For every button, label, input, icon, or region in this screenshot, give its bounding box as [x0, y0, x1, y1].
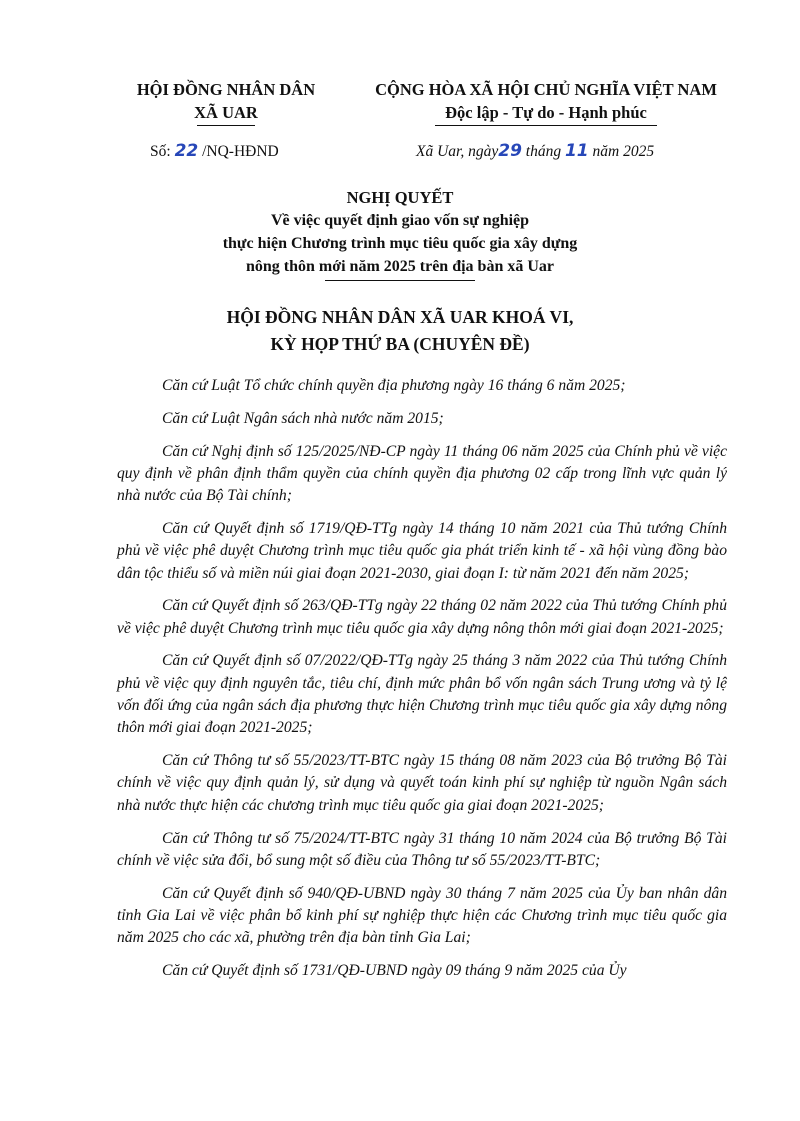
title-line-2: thực hiện Chương trình mục tiêu quốc gia xây dựng [222, 235, 578, 252]
preamble-paragraph: Căn cứ Nghị định số 125/2025/NĐ-CP ngày 11 tháng 06 năm 2025 của Chính phủ về việc quy định về phân định thẩm quyền của chính quyền địa phương 02 cấp trong lĩnh vực quản lý nhà nước của Bộ Tài chính; [117, 442, 727, 505]
document-date [416, 141, 654, 161]
preamble-paragraph: Căn cứ Luật Ngân sách nhà nước năm 2015; [162, 409, 444, 427]
council-heading [150, 304, 650, 358]
title-line-1: Về việc quyết định giao vốn sự nghiệp [270, 212, 530, 229]
title-underline [325, 280, 475, 281]
national-header [356, 78, 736, 126]
preamble-paragraph: Căn cứ Thông tư số 55/2023/TT-BTC ngày 15 tháng 08 năm 2023 của Bộ trưởng Bộ Tài chính về việc quy định quản lý, sử dụng và quyết toán kinh phí sự nghiệp từ nguồn Ngân sách nhà nước thực hiện các chương trình mục tiêu quốc gia giai đoạn 2021-2025; [117, 752, 727, 814]
preamble-paragraph: Căn cứ Quyết định số 1731/QĐ-UBND ngày 09 tháng 9 năm 2025 của Ủy [162, 962, 627, 980]
date-day-handwritten: 29 [498, 141, 522, 161]
date-month-label: tháng [521, 143, 565, 160]
council-line-1: HỘI ĐỒNG NHÂN DÂN XÃ UAR KHOÁ VI, [226, 307, 574, 327]
preamble-paragraph: Căn cứ Quyết định số 940/QĐ-UBND ngày 30 tháng 7 năm 2025 của Ủy ban nhân dân tỉnh Gia Lai về việc phân bổ kinh phí sự nghiệp thực hiện các Chương trình mục tiêu quốc gia năm 2025 cho các xã, phường trên địa bàn tỉnh Gia Lai; [117, 884, 727, 947]
preamble-paragraph: Căn cứ Luật Tổ chức chính quyền địa phương ngày 16 tháng 6 năm 2025; [162, 377, 626, 394]
date-month-handwritten: 11 [564, 141, 589, 161]
resolution-title [130, 186, 670, 281]
council-line-2: KỲ HỌP THỨ BA (CHUYÊN ĐỀ) [270, 334, 530, 354]
authority-line-1: HỘI ĐỒNG NHÂN DÂN [136, 80, 316, 99]
doc-type: NGHỊ QUYẾT [346, 188, 454, 207]
title-line-3: nông thôn mới năm 2025 trên địa bàn xã Uar [245, 258, 554, 275]
doc-number-handwritten: 22 [174, 141, 199, 161]
date-year-label: năm 2025 [588, 143, 655, 160]
authority-underline [197, 125, 255, 126]
national-motto: Độc lập - Tự do - Hạnh phúc [445, 103, 647, 122]
date-place: Xã Uar, ngày [416, 143, 499, 160]
preamble-paragraph: Căn cứ Quyết định số 263/QĐ-TTg ngày 22 tháng 02 năm 2022 của Thủ tướng Chính phủ về việc phê duyệt Chương trình mục tiêu quốc gia xây dựng nông thôn mới giai đoạn 2021-2025; [117, 597, 727, 637]
preamble-paragraph: Căn cứ Quyết định số 1719/QĐ-TTg ngày 14 tháng 10 năm 2021 của Thủ tướng Chính phủ về việc phê duyệt Chương trình mục tiêu quốc gia phát triển kinh tế - xã hội vùng đồng bào dân tộc thiểu số và miền núi giai đoạn 2021-2030, giai đoạn I: từ năm 2021 đến năm 2025; [117, 519, 727, 582]
preamble-paragraph: Căn cứ Quyết định số 07/2022/QĐ-TTg ngày 25 tháng 3 năm 2022 của Thủ tướng Chính phủ về việc quy định nguyên tắc, tiêu chí, định mức phân bổ vốn ngân sách Trung ương và tỷ lệ vốn đối ứng của ngân sách địa phương thực hiện Chương trình mục tiêu quốc gia xây dựng nông thôn mới giai đoạn 2021-2025; [117, 652, 727, 737]
issuing-authority [112, 78, 340, 126]
doc-number-prefix: Số: [150, 143, 175, 160]
authority-line-2: XÃ UAR [194, 103, 258, 122]
doc-number-suffix: /NQ-HĐND [198, 143, 279, 160]
preamble-paragraph: Căn cứ Thông tư số 75/2024/TT-BTC ngày 31 tháng 10 năm 2024 của Bộ trưởng Bộ Tài chính về việc sửa đổi, bổ sung một số điều của Thông tư số 55/2023/TT-BTC; [117, 829, 727, 869]
motto-underline [435, 125, 657, 126]
country-name: CỘNG HÒA XÃ HỘI CHỦ NGHĨA VIỆT NAM [375, 80, 717, 99]
document-number [150, 141, 279, 161]
preamble-body [117, 375, 727, 993]
